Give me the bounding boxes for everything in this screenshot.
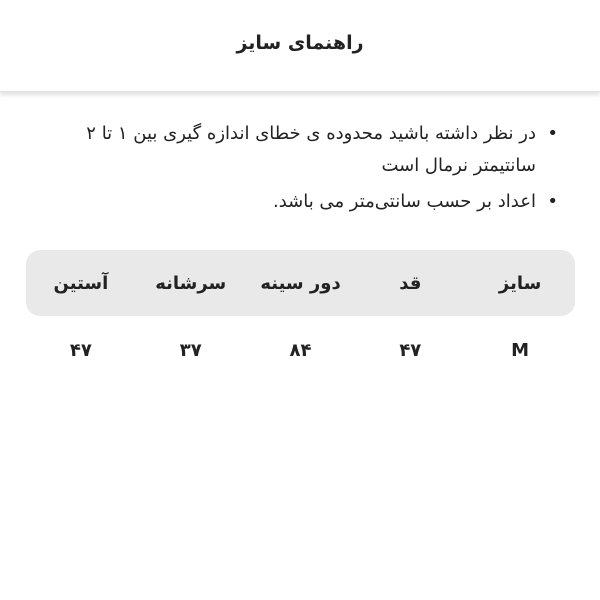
note-text: در نظر داشته باشید محدوده ی خطای اندازه گیری بین ۱ تا ۲ سانتیمتر نرمال است	[86, 123, 536, 176]
bullet-icon: •	[547, 191, 558, 212]
cell-chest: ۸۴	[289, 339, 312, 361]
note-text: اعداد بر حسب سانتی‌متر می باشد.	[272, 191, 536, 212]
table-row	[26, 328, 575, 372]
top-bar	[0, 0, 600, 92]
column-header-shoulder: سرشانه	[155, 272, 227, 294]
cell-shoulder: ۳۷	[179, 339, 202, 361]
column-header-chest: دور سینه	[260, 272, 341, 294]
column-header-height: قد	[399, 272, 422, 294]
cell-size: M	[511, 339, 530, 361]
page-title: راهنمای سایز	[236, 31, 364, 54]
cell-height: ۴۷	[399, 339, 422, 361]
size-table-header	[26, 250, 575, 316]
note-item	[36, 186, 562, 218]
note-item	[36, 118, 562, 182]
bullet-icon: •	[547, 123, 558, 144]
column-header-sleeve: آستین	[53, 272, 109, 294]
column-header-size: سایز	[498, 272, 542, 294]
notes-list	[36, 118, 562, 222]
cell-sleeve: ۴۷	[69, 339, 92, 361]
